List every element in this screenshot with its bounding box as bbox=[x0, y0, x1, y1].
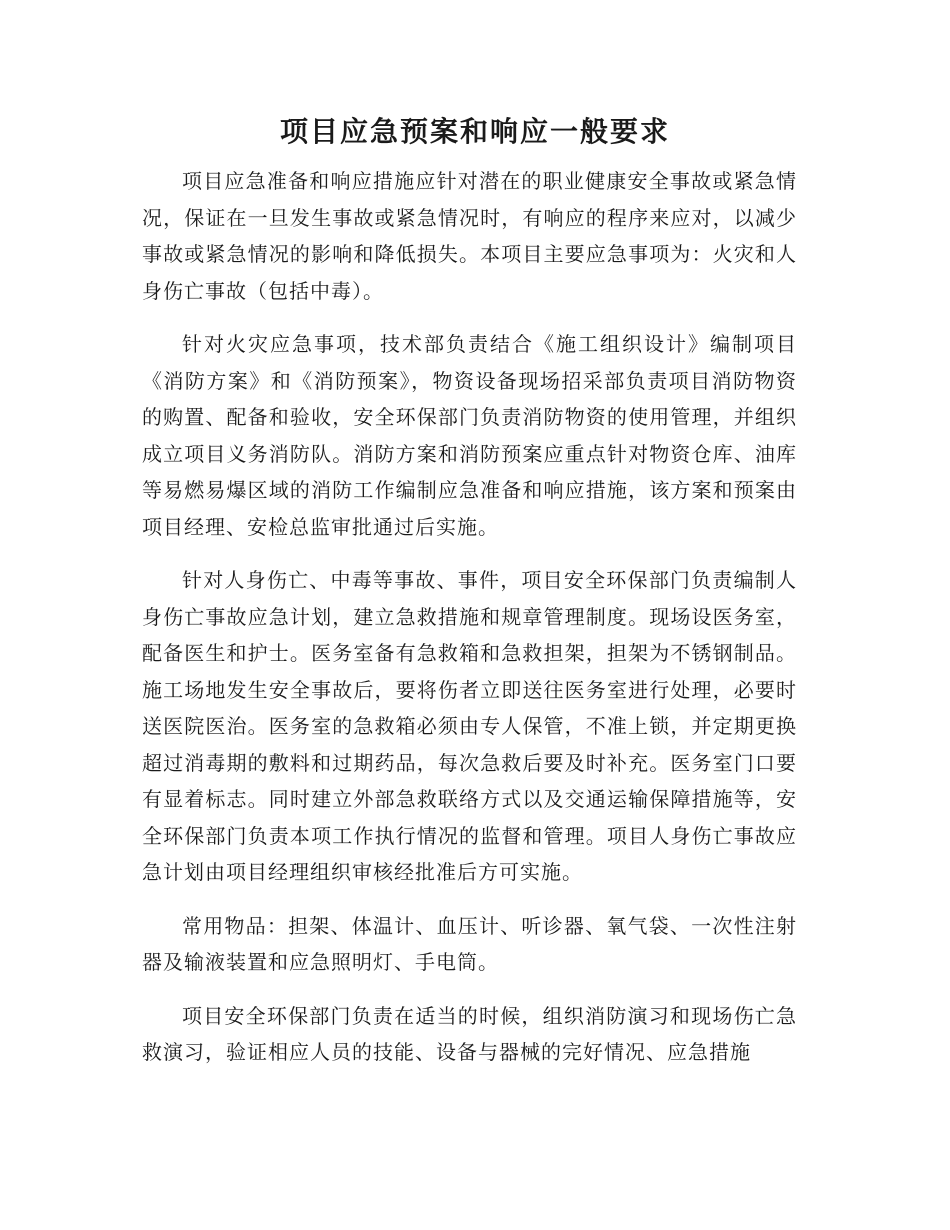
paragraph-1: 项目应急准备和响应措施应针对潜在的职业健康安全事故或紧急情况，保证在一旦发生事故或紧急情况时，有响应的程序来应对，以减少事故或紧急情况的影响和降低损失。本项目主要应急事项为：火灾和人身伤亡事故（包括中毒）。 bbox=[142, 169, 797, 303]
paragraph-4: 常用物品：担架、体温计、血压计、听诊器、氧气袋、一次性注射器及输液装置和应急照明灯、手电筒。 bbox=[142, 913, 797, 974]
paragraph-2: 针对火灾应急事项，技术部负责结合《施工组织设计》编制项目《消防方案》和《消防预案》，物资设备现场招采部负责项目消防物资的购置、配备和验收，安全环保部门负责消防物资的使用管理，并组织成立项目义务消防队。消防方案和消防预案应重点针对物资仓库、油库等易燃易爆区域的消防工作编制应急准备和响应措施，该方案和预案由项目经理、安检总监审批通过后实施。 bbox=[142, 332, 797, 539]
paragraph-5: 项目安全环保部门负责在适当的时候，组织消防演习和现场伤亡急救演习，验证相应人员的技能、设备与器械的完好情况、应急措施 bbox=[142, 1003, 797, 1064]
document-body bbox=[142, 163, 797, 1088]
paragraph-3: 针对人身伤亡、中毒等事故、事件，项目安全环保部门负责编制人身伤亡事故应急计划，建立急救措施和规章管理制度。现场设医务室，配备医生和护士。医务室备有急救箱和急救担架，担架为不锈钢制品。施工场地发生安全事故后，要将伤者立即送往医务室进行处理，必要时送医院医治。医务室的急救箱必须由专人保管，不准上锁，并定期更换超过消毒期的敷料和过期药品，每次急救后要及时补充。医务室门口要有显着标志。同时建立外部急救联络方式以及交通运输保障措施等，安全环保部门负责本项工作执行情况的监督和管理。项目人身伤亡事故应急计划由项目经理组织审核经批准后方可实施。 bbox=[142, 568, 797, 884]
document-title: 项目应急预案和响应一般要求 bbox=[279, 115, 670, 148]
